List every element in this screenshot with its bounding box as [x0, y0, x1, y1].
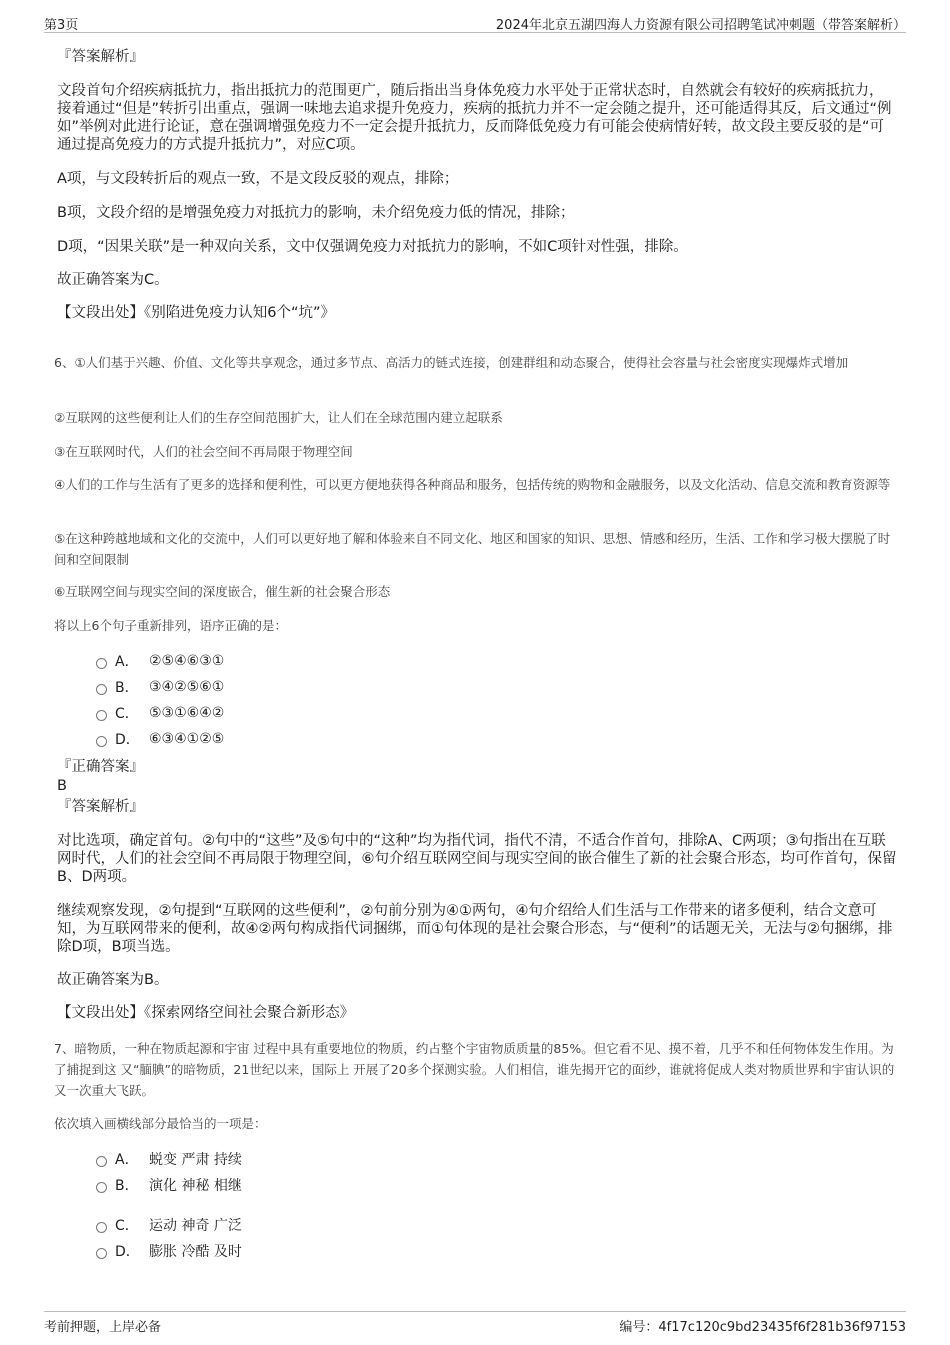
page-footer [44, 1311, 906, 1336]
q6-option-c[interactable]: C． ⑤③①⑥④② [96, 703, 224, 723]
document-title: 2024年北京五湖四海人力资源有限公司招聘笔试冲刺题（带答案解析） [495, 18, 906, 33]
q6-option-a[interactable]: A． ②⑤④⑥③① [96, 651, 224, 671]
q7-option-b[interactable]: B． 演化 神秘 相继 [96, 1175, 242, 1195]
q7-option-d[interactable]: D． 膨胀 冷酷 及时 [96, 1241, 242, 1261]
radio-icon[interactable] [96, 736, 107, 747]
q7-option-a[interactable]: A． 蜕变 严肃 持续 [96, 1149, 242, 1169]
q5-analysis-d: D项，“因果关联”是一种双向关系，文中仅强调免疫力对抵抗力的影响，不如C项针对性强，排除。 [57, 239, 688, 255]
q6-sentence-3: ③在互联网时代，人们的社会空间不再局限于物理空间 [54, 444, 353, 459]
q5-analysis-a: A项，与文段转折后的观点一致，不是文段反驳的观点，排除； [57, 171, 459, 187]
radio-icon[interactable] [96, 1182, 107, 1193]
q5-answer-line: 故正确答案为C。 [57, 272, 169, 288]
document-id: 编号：4f17c120c9bd23435f6f281b36f97153 [619, 1320, 906, 1335]
q6-sentence-6: ⑥互联网空间与现实空间的深度嵌合，催生新的社会聚合形态 [54, 584, 391, 599]
q5-analysis-para: 文段首句介绍疾病抵抗力，指出抵抗力的范围更广，随后指出当身体免疫力水平处于正常状态时，自然就会有较好的疾病抵抗力，接着通过“但是”转折引出重点，强调一味地去追求提升免疫力，疾病的抵抗力并不一定会随之提升，还可能适得其反，后文通过“例如”举例对此进行论证，意在强调增强免疫力不一定会提升抵抗力，反而降低免疫力有可能会使病情好转，故文段主要反驳的是“可通过提高免疫力的方式提升抵抗力”，对应C项。 [57, 83, 892, 153]
q6-correct-answer: B [57, 778, 67, 794]
q6-correct-label: 『正确答案』 [57, 759, 144, 775]
radio-icon[interactable] [96, 1156, 107, 1167]
q7-stem: 7、暗物质，一种在物质起源和宇宙 过程中具有重要地位的物质，约占整个宇宙物质质量的85%。但它看不见、摸不着，几乎不和任何物体发生作用。为了捕捉到这 又“腼腆”的暗物质，21世纪以来，国际上 开展了20多个探测实验。人们相信，谁先揭开它的面纱，谁就将促成人类对物质世界和宇宙认识的又一次重大飞跃。 [54, 1041, 895, 1098]
q7-option-c[interactable]: C． 运动 神奇 广泛 [96, 1215, 242, 1235]
radio-icon[interactable] [96, 1222, 107, 1233]
radio-icon[interactable] [96, 1248, 107, 1259]
q5-source: 【文段出处】《别陷进免疫力认知6个“坑”》 [57, 305, 335, 321]
q6-prompt: 将以上6个句子重新排列，语序正确的是： [54, 618, 287, 633]
q6-analysis-para-1: 对比选项，确定首句。②句中的“这些”及⑤句中的“这种”均为指代词，指代不清，不适合作首句，排除A、C两项；③句指出在互联网时代，人们的社会空间不再局限于物理空间，⑥句介绍互联网空间与现实空间的嵌合催生了新的社会聚合形态，均可作首句，保留B、D两项。 [57, 833, 897, 885]
q6-sentence-5: ⑤在这种跨越地域和文化的交流中，人们可以更好地了解和体验来自不同文化、地区和国家的知识、思想、情感和经历，生活、工作和学习极大摆脱了时间和空间限制 [54, 531, 891, 567]
footer-slogan: 考前押题，上岸必备 [44, 1320, 162, 1335]
q6-option-d[interactable]: D． ⑥③④①②⑤ [96, 729, 224, 749]
page-header [44, 12, 906, 33]
q6-stem-sentence-1: 6、①人们基于兴趣、价值、文化等共享观念，通过多节点、高活力的链式连接，创建群组和动态聚合，使得社会容量与社会密度实现爆炸式增加 [54, 355, 849, 370]
q7-prompt: 依次填入画横线部分最恰当的一项是： [54, 1116, 267, 1131]
page-number: 第3页 [44, 18, 79, 33]
q6-sentence-4: ④人们的工作与生活有了更多的选择和便利性，可以更方便地获得各种商品和服务，包括传统的购物和金融服务，以及文化活动、信息交流和教育资源等 [54, 477, 891, 492]
q5-analysis-label: 『答案解析』 [57, 49, 144, 65]
radio-icon[interactable] [96, 658, 107, 669]
q6-analysis-para-2: 继续观察发现，②句提到“互联网的这些便利”，②句前分别为④①两句，④句介绍给人们生活与工作带来的诸多便利，结合文意可知，为互联网带来的便利，故④②两句构成指代词捆绑，而①句体现的是社会聚合形态，与“便利”的话题无关，无法与②句捆绑，排除D项，B项当选。 [57, 903, 893, 955]
q6-source: 【文段出处】《探索网络空间社会聚合新形态》 [57, 1005, 355, 1021]
q6-sentence-2: ②互联网的这些便利让人们的生存空间范围扩大，让人们在全球范围内建立起联系 [54, 410, 503, 425]
radio-icon[interactable] [96, 710, 107, 721]
q6-analysis-label: 『答案解析』 [57, 799, 144, 815]
q6-answer-line: 故正确答案为B。 [57, 972, 169, 988]
q5-analysis-b: B项，文段介绍的是增强免疫力对抵抗力的影响，未介绍免疫力低的情况，排除； [57, 205, 575, 221]
radio-icon[interactable] [96, 684, 107, 695]
q6-option-b[interactable]: B． ③④②⑤⑥① [96, 677, 224, 697]
